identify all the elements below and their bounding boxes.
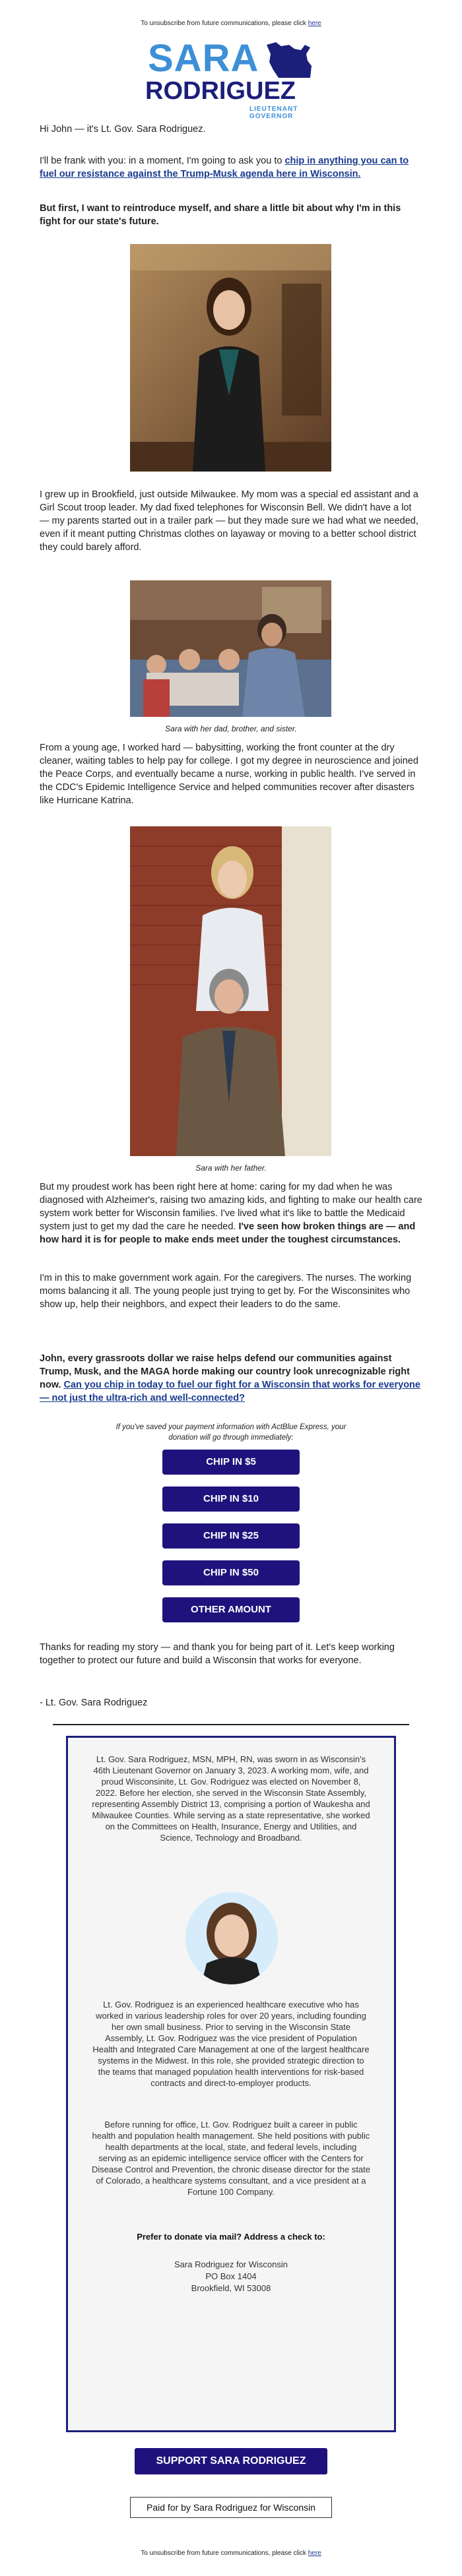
bio-paragraph-2: Lt. Gov. Rodriguez is an experienced healthcare executive who has worked in various leadership roles for over 20 years, including founding her own small business. Prior to serving in the Wisconsin State Assembly, Lt. Gov. Rodriguez was the vice president of Population Health and Integrated Care Management at one of the largest healthcare systems in the Midwest. In this role, she provided strategic direction to the teams that managed population health interventions for risk-based contracts and direct-to-employer products. xyxy=(92,2000,370,2088)
bio-paragraph-3: Before running for office, Lt. Gov. Rodriguez built a career in public health and population health management. She held positions with public health departments at the local, state, and federal levels, including serving as an epidemic intelligence service officer with the Centers for Disease Control and Prevention, the chronic disease director for the state of Colorado, a healthcare systems consultant, and a vice president at a Fortune 100 Company. xyxy=(92,2120,371,2197)
intro-paragraph xyxy=(40,154,422,181)
proudest-text: But my proudest work has been right here at home: caring for my dad when he was diagnosed with Alzheimer's, raising two amazing kids, and fighting to make our health care system work better for Wisconsin families. I've lived what it's like to battle the Medicaid system just to get my dad the care he needed. xyxy=(40,1182,422,1232)
childhood-paragraph: I grew up in Brookfield, just outside Milwaukee. My mom was a special ed assistant and a Girl Scout troop leader. My dad fixed telephones for Wisconsin Bell. We didn't have a lot — my parents started out in a trailer park — but they made sure we had what we needed, even if it meant putting Christmas clothes on layaway or moving to a better school district they could barely afford. xyxy=(40,489,418,553)
ask-bold-text: John, every grassroots dollar we raise helps defend our communities against Trump, Musk, and the MAGA horde making our country look unrecognizable right now. xyxy=(40,1353,410,1390)
unsubscribe-link[interactable]: here xyxy=(308,20,321,27)
thanks-paragraph: Thanks for reading my story — and thank you for being part of it. Let's keep working together to protect our future and build a Wisconsin that works for everyone. xyxy=(40,1642,395,1666)
proudest-bold-text: I've seen how broken things are — and how hard it is for people to make ends meet under the toughest circumstances. xyxy=(40,1221,416,1245)
paid-for-disclaimer: Paid for by Sara Rodriguez for Wisconsin xyxy=(130,2497,332,2518)
father-photo xyxy=(130,826,331,1156)
bio-box xyxy=(66,1736,396,2432)
logo-title: LIEUTENANT GOVERNOR xyxy=(249,106,298,120)
chip-in-10-button[interactable]: CHIP IN $10 xyxy=(162,1487,300,1512)
chip-in-50-button[interactable]: CHIP IN $50 xyxy=(162,1560,300,1585)
unsubscribe-link-bottom[interactable]: here xyxy=(308,2550,321,2557)
logo-last-name: RODRIGUEZ xyxy=(145,77,296,105)
wisconsin-map-icon xyxy=(264,38,317,80)
mail-address-line-3: Brookfield, WI 53008 xyxy=(191,2283,271,2293)
signoff: - Lt. Gov. Sara Rodriguez xyxy=(40,1698,148,1708)
mail-address-line-2: PO Box 1404 xyxy=(205,2271,257,2281)
unsubscribe-notice-bottom xyxy=(0,2550,462,2557)
divider xyxy=(53,1724,409,1725)
mail-heading: Prefer to donate via mail? Address a check to: xyxy=(137,2232,325,2242)
unsubscribe-text-bottom: To unsubscribe from future communications, please click xyxy=(141,2550,306,2557)
chip-in-5-button[interactable]: CHIP IN $5 xyxy=(162,1450,300,1475)
chip-in-25-button[interactable]: CHIP IN $25 xyxy=(162,1523,300,1549)
reintro-paragraph: But first, I want to reintroduce myself, and share a little bit about why I'm in this fight for our state's future. xyxy=(40,203,401,227)
unsubscribe-notice-top xyxy=(0,20,462,27)
government-paragraph: I'm in this to make government work again. For the caregivers. The nurses. The working moms balancing it all. The young people just trying to get by. For the Wisconsinites who show up, help their neighbors, and expect their leaders to do the same. xyxy=(40,1273,412,1310)
bio-paragraph-1: Lt. Gov. Sara Rodriguez, MSN, MPH, RN, was sworn in as Wisconsin's 46th Lieutenant Governor on January 3, 2023. A working mom, wife, and proud Wisconsinite, Lt. Gov. Rodriguez was elected on November 8, 2022. Before her election, she served in the Wisconsin State Assembly, representing Assembly District 13, comprising a portion of Waukesha and Milwaukee Counties. While serving as a state representative, she worked on the Committees on Health, Insurance, Energy and Utilities, and Science, Technology and Broadband. xyxy=(92,1754,370,1843)
family-photo-caption: Sara with her dad, brother, and sister. xyxy=(165,724,297,733)
career-paragraph: From a young age, I worked hard — babysitting, working the front counter at the dry cleaner, waiting tables to help pay for college. I got my degree in neuroscience and joined the Peace Corps, and eventually became a nurse, working in public health. I've served in the CDC's Epidemic Intelligence Service and helped communities recover after disasters like Hurricane Katrina. xyxy=(40,743,418,806)
greeting: Hi John — it's Lt. Gov. Sara Rodriguez. xyxy=(40,124,206,135)
proudest-paragraph xyxy=(40,1181,422,1246)
family-photo xyxy=(130,580,331,717)
ask-donate-link[interactable]: Can you chip in today to fuel our fight for a Wisconsin that works for everyone — not just the ultra-rich and well-connected? xyxy=(40,1380,420,1403)
father-photo-caption: Sara with her father. xyxy=(195,1163,267,1173)
intro-text: I'll be frank with you: in a moment, I'm going to ask you to xyxy=(40,156,285,166)
actblue-note: If you've saved your payment information with ActBlue Express, your donation will go through immediately: xyxy=(116,1423,346,1442)
logo-first-name: SARA xyxy=(148,37,259,80)
unsubscribe-text: To unsubscribe from future communications, please click xyxy=(141,20,306,27)
intro-donate-link[interactable]: chip in anything you can to fuel our resistance against the Trump-Musk agenda here in Wisconsin. xyxy=(40,156,409,179)
mail-address-line-1: Sara Rodriguez for Wisconsin xyxy=(174,2259,288,2269)
bio-avatar xyxy=(185,1892,278,1984)
other-amount-button[interactable]: OTHER AMOUNT xyxy=(162,1597,300,1622)
campaign-logo xyxy=(145,37,323,120)
ask-paragraph xyxy=(40,1352,422,1405)
support-button[interactable]: SUPPORT SARA RODRIGUEZ xyxy=(135,2448,327,2474)
portrait-photo xyxy=(130,244,331,472)
